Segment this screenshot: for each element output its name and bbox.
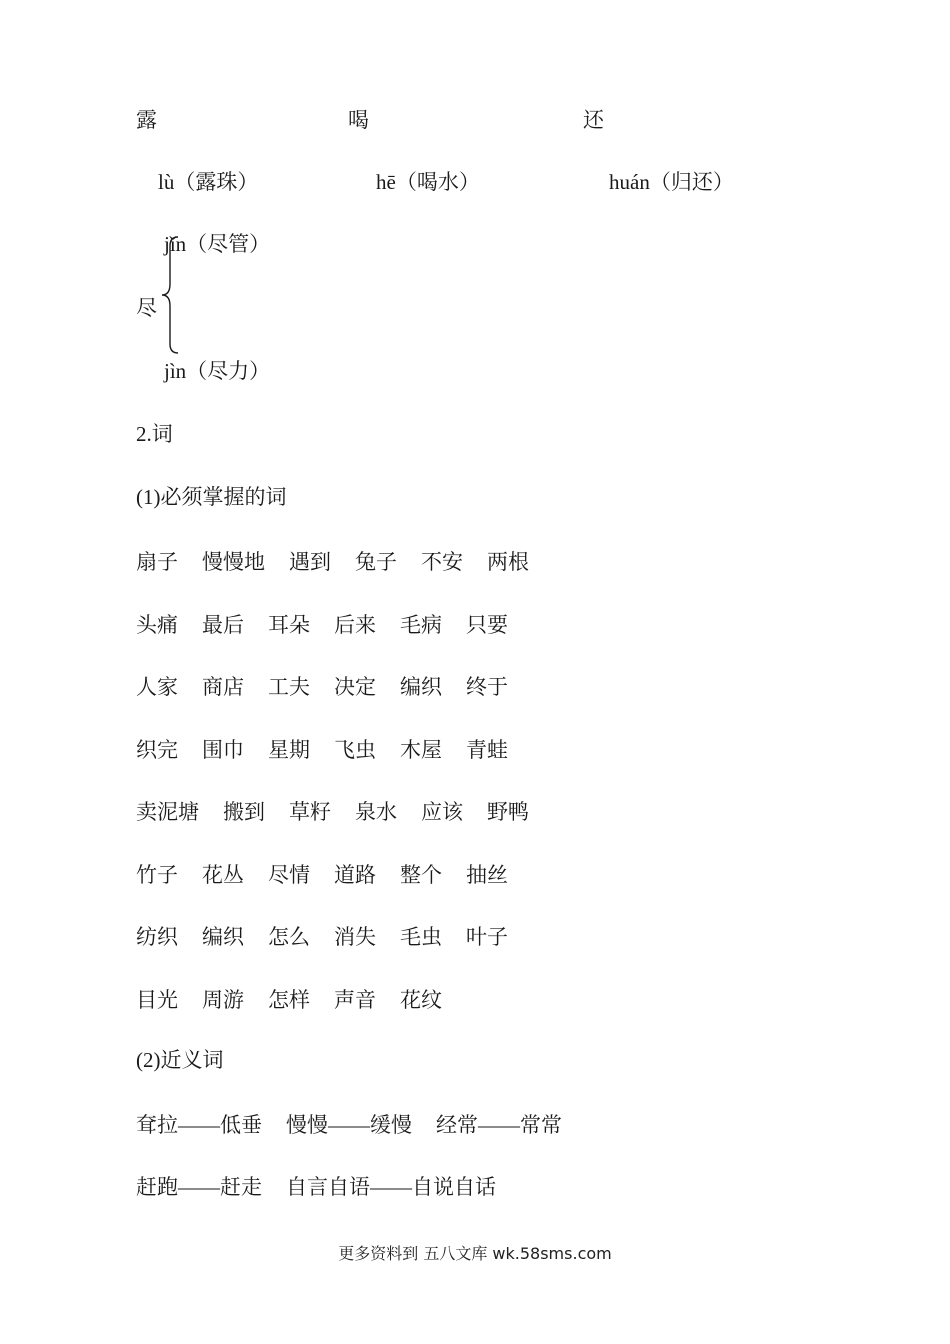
word-item: 慢慢地	[202, 550, 265, 574]
word-item: 耳朵	[268, 612, 310, 637]
word-row	[136, 862, 532, 888]
word-item: 草籽	[289, 800, 331, 824]
synonym-pair: 赶跑——赶走	[136, 1175, 262, 1199]
polyphone-bottom: jìn（尽力）	[164, 359, 271, 383]
synonym-pair: 自言自语——自说自话	[286, 1175, 496, 1199]
word-row	[136, 799, 553, 825]
word-item: 终于	[466, 675, 508, 699]
word-item: 星期	[268, 737, 310, 762]
word-item: 编织	[202, 925, 244, 949]
char-lu: 露	[136, 108, 157, 132]
char-he: 喝	[348, 108, 369, 132]
word-item: 头痛	[136, 612, 178, 637]
word-item: 工夫	[268, 675, 310, 699]
word-item: 两根	[487, 550, 529, 574]
word-item: 竹子	[136, 862, 178, 887]
word-item: 决定	[334, 675, 376, 699]
synonyms-title: (2)近义词	[136, 1048, 224, 1072]
word-item: 声音	[334, 987, 376, 1012]
word-item: 消失	[334, 925, 376, 949]
word-item: 抽丝	[466, 862, 508, 887]
pinyin-huan: huán（归还）	[609, 170, 734, 194]
word-item: 叶子	[466, 925, 508, 949]
word-item: 卖泥塘	[136, 800, 199, 824]
word-item: 毛病	[400, 612, 442, 637]
word-item: 尽情	[268, 862, 310, 887]
word-item: 搬到	[223, 800, 265, 824]
polyphone-top: jǐn（尽管）	[164, 232, 271, 256]
word-item: 木屋	[400, 737, 442, 762]
brace-icon	[160, 236, 182, 354]
word-item: 飞虫	[334, 737, 376, 762]
word-item: 整个	[400, 862, 442, 887]
word-item: 围巾	[202, 737, 244, 762]
word-item: 扇子	[136, 550, 178, 574]
pinyin-lu: lù（露珠）	[158, 170, 259, 194]
word-item: 人家	[136, 675, 178, 699]
char-huan: 还	[583, 108, 604, 132]
word-item: 商店	[202, 675, 244, 699]
word-item: 编织	[400, 675, 442, 699]
word-item: 织完	[136, 737, 178, 762]
word-item: 不安	[421, 550, 463, 574]
word-item: 纺织	[136, 925, 178, 949]
word-item: 最后	[202, 612, 244, 637]
word-row	[136, 924, 532, 950]
must-words-title: (1)必须掌握的词	[136, 485, 287, 509]
word-item: 道路	[334, 862, 376, 887]
word-row	[136, 549, 553, 575]
polyphone-char: 尽	[136, 296, 157, 320]
synonym-pair: 慢慢——缓慢	[286, 1113, 412, 1137]
synonym-row	[136, 1112, 586, 1138]
word-item: 周游	[202, 987, 244, 1012]
synonym-row	[136, 1174, 520, 1200]
synonym-pair: 耷拉——低垂	[136, 1113, 262, 1137]
section-title: 2.词	[136, 422, 173, 446]
word-item: 后来	[334, 612, 376, 637]
word-row	[136, 737, 532, 763]
word-item: 青蛙	[466, 737, 508, 762]
word-item: 毛虫	[400, 925, 442, 949]
word-item: 目光	[136, 987, 178, 1012]
word-row	[136, 612, 532, 638]
pinyin-he: hē（喝水）	[376, 170, 480, 194]
word-row	[136, 674, 532, 700]
word-item: 怎样	[268, 987, 310, 1012]
word-row	[136, 987, 466, 1013]
word-item: 兔子	[355, 550, 397, 574]
word-item: 花纹	[400, 987, 442, 1012]
word-item: 怎么	[268, 925, 310, 949]
word-item: 应该	[421, 800, 463, 824]
footer: 更多资料到 五八文库 wk.58sms.com	[338, 1244, 612, 1263]
word-item: 花丛	[202, 862, 244, 887]
word-item: 泉水	[355, 800, 397, 824]
word-item: 遇到	[289, 550, 331, 574]
word-item: 只要	[466, 612, 508, 637]
word-item: 野鸭	[487, 800, 529, 824]
synonym-pair: 经常——常常	[436, 1113, 562, 1137]
